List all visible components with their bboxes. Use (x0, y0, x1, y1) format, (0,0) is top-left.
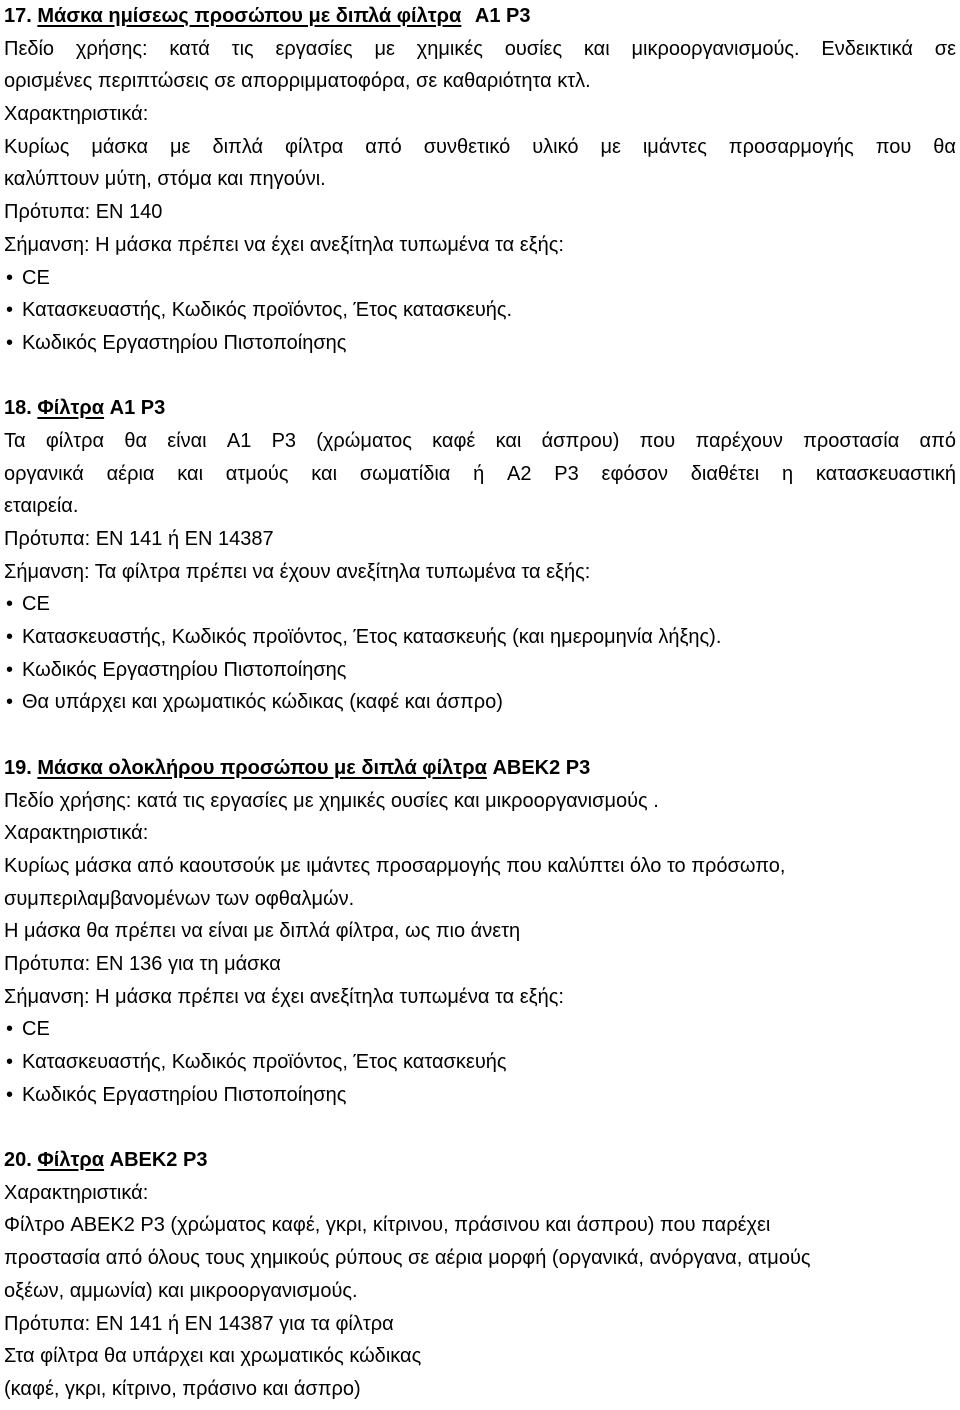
line-text: συμπεριλαμβανομένων των οφθαλμών. (4, 887, 355, 910)
section-title: Μάσκα ημίσεως προσώπου με διπλά φίλτρα (37, 5, 462, 27)
line-text: Κατασκευαστής, Κωδικός προϊόντος, Έτος κατασκευής (22, 1051, 507, 1073)
section-title-suffix: A1 P3 (474, 5, 531, 27)
line-text: Χαρακτηριστικά: (4, 822, 149, 845)
line-text: Κωδικός Εργαστηρίου Πιστοποίησης (22, 1083, 347, 1106)
section-heading (4, 1144, 956, 1177)
doc-section (4, 0, 956, 360)
line-text: Πεδίο χρήσης: κατά τις εργασίες με χημικές ουσίες και μικροοργανισμούς. Ενδεικτικά σε (4, 37, 956, 60)
bullet-item (4, 327, 956, 360)
line-text: Η μάσκα θα πρέπει να είναι με διπλά φίλτρα, ως πιο άνετη (4, 920, 521, 943)
line-text: Κατασκευαστής, Κωδικός προϊόντος, Έτος κατασκευής. (22, 299, 513, 322)
body-line (4, 163, 956, 196)
section-title: Μάσκα ολοκλήρου προσώπου με διπλά φίλτρα (37, 756, 487, 779)
line-text: CE (22, 1018, 50, 1041)
line-text: Φίλτρο ABEK2 P3 (χρώματος καφέ, γκρι, κίτρινου, πράσινου και άσπρου) που παρέχει (4, 1214, 771, 1237)
bullet-marker: • (6, 266, 14, 289)
body-line (4, 556, 956, 589)
line-text: Κωδικός Εργαστηρίου Πιστοποίησης (22, 658, 347, 681)
body-line (4, 229, 956, 262)
line-text: Σήμανση: Η μάσκα πρέπει να έχει ανεξίτηλα τυπωμένα τα εξής: (4, 985, 564, 1008)
bullet-marker: • (6, 331, 14, 354)
body-line (4, 1275, 956, 1308)
line-text: CE (22, 266, 50, 289)
line-text: Πρότυπα: EN 141 ή EN 14387 (4, 528, 274, 550)
line-text: Σήμανση: Τα φίλτρα πρέπει να έχουν ανεξίτηλα τυπωμένα τα εξής: (4, 560, 591, 583)
bullet-item (4, 1046, 956, 1079)
body-line (4, 850, 956, 883)
section-title-suffix: ABEK2 P3 (109, 1149, 208, 1172)
line-text: Θα υπάρχει και χρωματικός κώδικας (καφέ και άσπρο) (22, 691, 503, 714)
line-text: (καφέ, γκρι, κίτρινο, πράσινο και άσπρο) (4, 1377, 361, 1400)
bullet-marker: • (6, 299, 14, 322)
bullet-item (4, 686, 956, 719)
body-line (4, 1242, 956, 1275)
line-text: Πρότυπα: EN 140 (4, 201, 163, 224)
line-text: εταιρεία. (4, 495, 79, 518)
body-line (4, 785, 956, 818)
body-line (4, 1209, 956, 1242)
bullet-item (4, 621, 956, 654)
line-text: Πρότυπα: EN 136 για τη μάσκα (4, 952, 281, 975)
section-title-suffix: ABEK2 P3 (492, 756, 591, 779)
line-text: καλύπτουν μύτη, στόμα και πηγούνι. (4, 168, 326, 191)
body-line (4, 196, 956, 229)
bullet-marker: • (6, 1051, 14, 1073)
body-line (4, 948, 956, 981)
line-text: Στα φίλτρα θα υπάρχει και χρωματικός κώδικας (4, 1345, 422, 1368)
doc-section (4, 752, 956, 1112)
line-text: Πρότυπα: EN 141 ή EN 14387 για τα φίλτρα (4, 1312, 394, 1335)
line-text: Κωδικός Εργαστηρίου Πιστοποίησης (22, 331, 347, 354)
doc-section (4, 1144, 956, 1406)
section-title-suffix: A1 P3 (109, 397, 166, 420)
line-text: Χαρακτηριστικά: (4, 103, 149, 126)
doc-section (4, 392, 956, 719)
bullet-item (4, 294, 956, 327)
body-line (4, 65, 956, 98)
body-line (4, 131, 956, 164)
body-line (4, 883, 956, 916)
section-number: 18. (4, 397, 32, 420)
bullet-item (4, 262, 956, 295)
body-line (4, 33, 956, 66)
line-text: Κυρίως μάσκα με διπλά φίλτρα από συνθετικό υλικό με ιμάντες προσαρμογής που θα (4, 135, 956, 158)
bullet-item (4, 654, 956, 687)
line-text: Χαρακτηριστικά: (4, 1181, 149, 1204)
line-text: Σήμανση: Η μάσκα πρέπει να έχει ανεξίτηλα τυπωμένα τα εξής: (4, 233, 564, 256)
body-line (4, 915, 956, 948)
section-title: Φίλτρα (37, 1149, 105, 1172)
bullet-item (4, 1013, 956, 1046)
section-title: Φίλτρα (37, 397, 105, 420)
section-heading (4, 0, 956, 33)
bullet-marker: • (6, 1083, 14, 1106)
line-text: Κυρίως μάσκα από καουτσούκ με ιμάντες προσαρμογής που καλύπτει όλο το πρόσωπο, (4, 854, 786, 877)
section-number: 19. (4, 756, 32, 779)
bullet-marker: • (6, 691, 14, 714)
bullet-item (4, 588, 956, 621)
body-line (4, 1340, 956, 1373)
body-line (4, 490, 956, 523)
line-text: Κατασκευαστής, Κωδικός προϊόντος, Έτος κατασκευής (και ημερομηνία λήξης). (22, 626, 722, 649)
body-line (4, 458, 956, 491)
line-text: οξέων, αμμωνία) και μικροοργανισμούς. (4, 1279, 358, 1302)
body-line (4, 98, 956, 131)
body-line (4, 1373, 956, 1406)
section-heading (4, 752, 956, 785)
bullet-marker: • (6, 1018, 14, 1041)
line-text: οργανικά αέρια και ατμούς και σωματίδια ή A2 P3 εφόσον διαθέτει η κατασκευαστική (4, 462, 956, 485)
body-line (4, 425, 956, 458)
bullet-marker: • (6, 626, 14, 649)
body-line (4, 1308, 956, 1341)
body-line (4, 981, 956, 1014)
line-text: CE (22, 593, 50, 616)
body-line (4, 523, 956, 556)
line-text: ορισμένες περιπτώσεις σε απορριμματοφόρα, σε καθαριότητα κτλ. (4, 70, 591, 93)
bullet-item (4, 1079, 956, 1112)
body-line (4, 1177, 956, 1210)
body-line (4, 817, 956, 850)
line-text: Τα φίλτρα θα είναι A1 P3 (χρώματος καφέ και άσπρου) που παρέχουν προστασία από (4, 429, 956, 452)
section-number: 20. (4, 1149, 32, 1172)
line-text: Πεδίο χρήσης: κατά τις εργασίες με χημικές ουσίες και μικροοργανισμούς . (4, 789, 659, 812)
section-number: 17. (4, 5, 32, 27)
bullet-marker: • (6, 593, 14, 616)
section-heading (4, 392, 956, 425)
line-text: προστασία από όλους τους χημικούς ρύπους σε αέρια μορφή (οργανικά, ανόργανα, ατμούς (4, 1247, 811, 1270)
bullet-marker: • (6, 658, 14, 681)
